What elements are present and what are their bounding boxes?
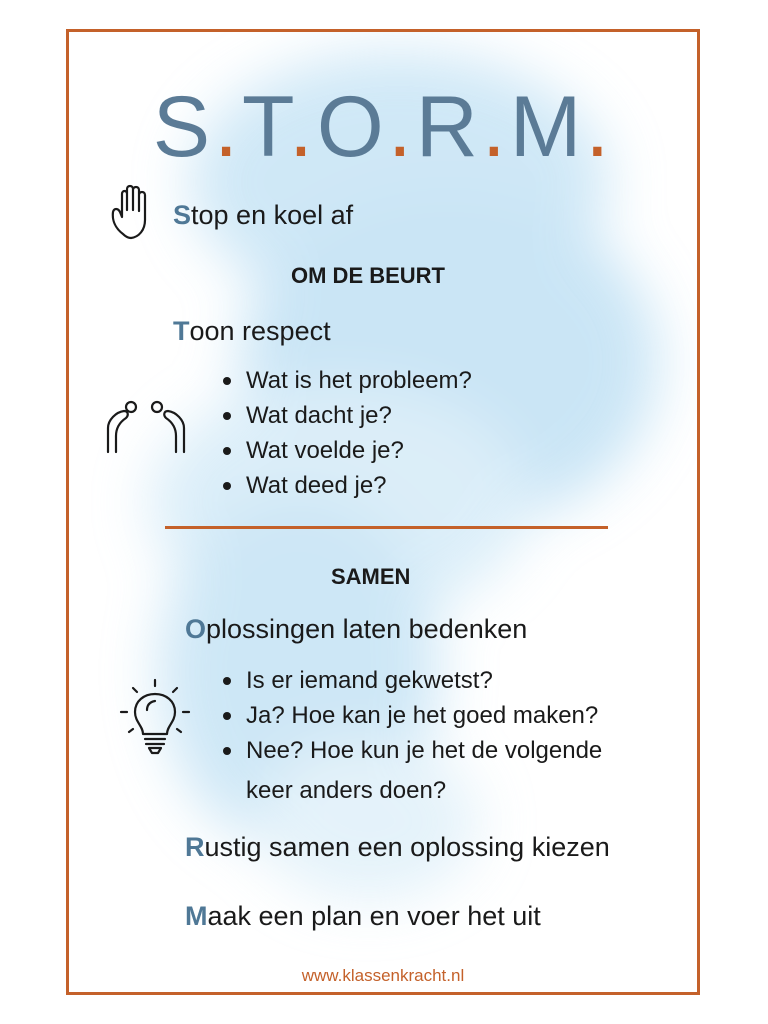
step-s-heading: Stop en koel af — [173, 200, 354, 230]
footer-url: www.klassenkracht.nl — [301, 966, 465, 985]
step-t-heading: Toon respect — [173, 316, 331, 346]
solution-questions-list — [221, 663, 602, 768]
storm-title: S.T.O.R.M. — [152, 79, 614, 175]
lightbulb-icon — [117, 676, 193, 760]
poster-frame — [66, 29, 700, 995]
list-item-continuation: keer anders doen? — [246, 777, 447, 804]
section-divider — [165, 526, 608, 529]
step-r-heading: Rustig samen een oplossing kiezen — [185, 832, 610, 862]
list-item: Nee? Hoe kun je het de volgende — [221, 733, 602, 768]
list-item: Wat deed je? — [221, 468, 472, 503]
step-m-heading: Maak een plan en voer het uit — [185, 901, 541, 931]
raised-hand-icon — [109, 184, 161, 242]
section-samen: SAMEN — [331, 564, 411, 589]
list-item: Ja? Hoe kan je het goed maken? — [221, 698, 602, 733]
list-item: Is er iemand gekwetst? — [221, 663, 602, 698]
list-item: Wat dacht je? — [221, 398, 472, 433]
list-item: Wat voelde je? — [221, 433, 472, 468]
step-o-heading: Oplossingen laten bedenken — [185, 614, 528, 644]
bowing-people-icon — [102, 400, 192, 458]
section-om-de-beurt: OM DE BEURT — [291, 263, 445, 288]
list-item: Wat is het probleem? — [221, 363, 472, 398]
respect-questions-list — [221, 363, 472, 503]
